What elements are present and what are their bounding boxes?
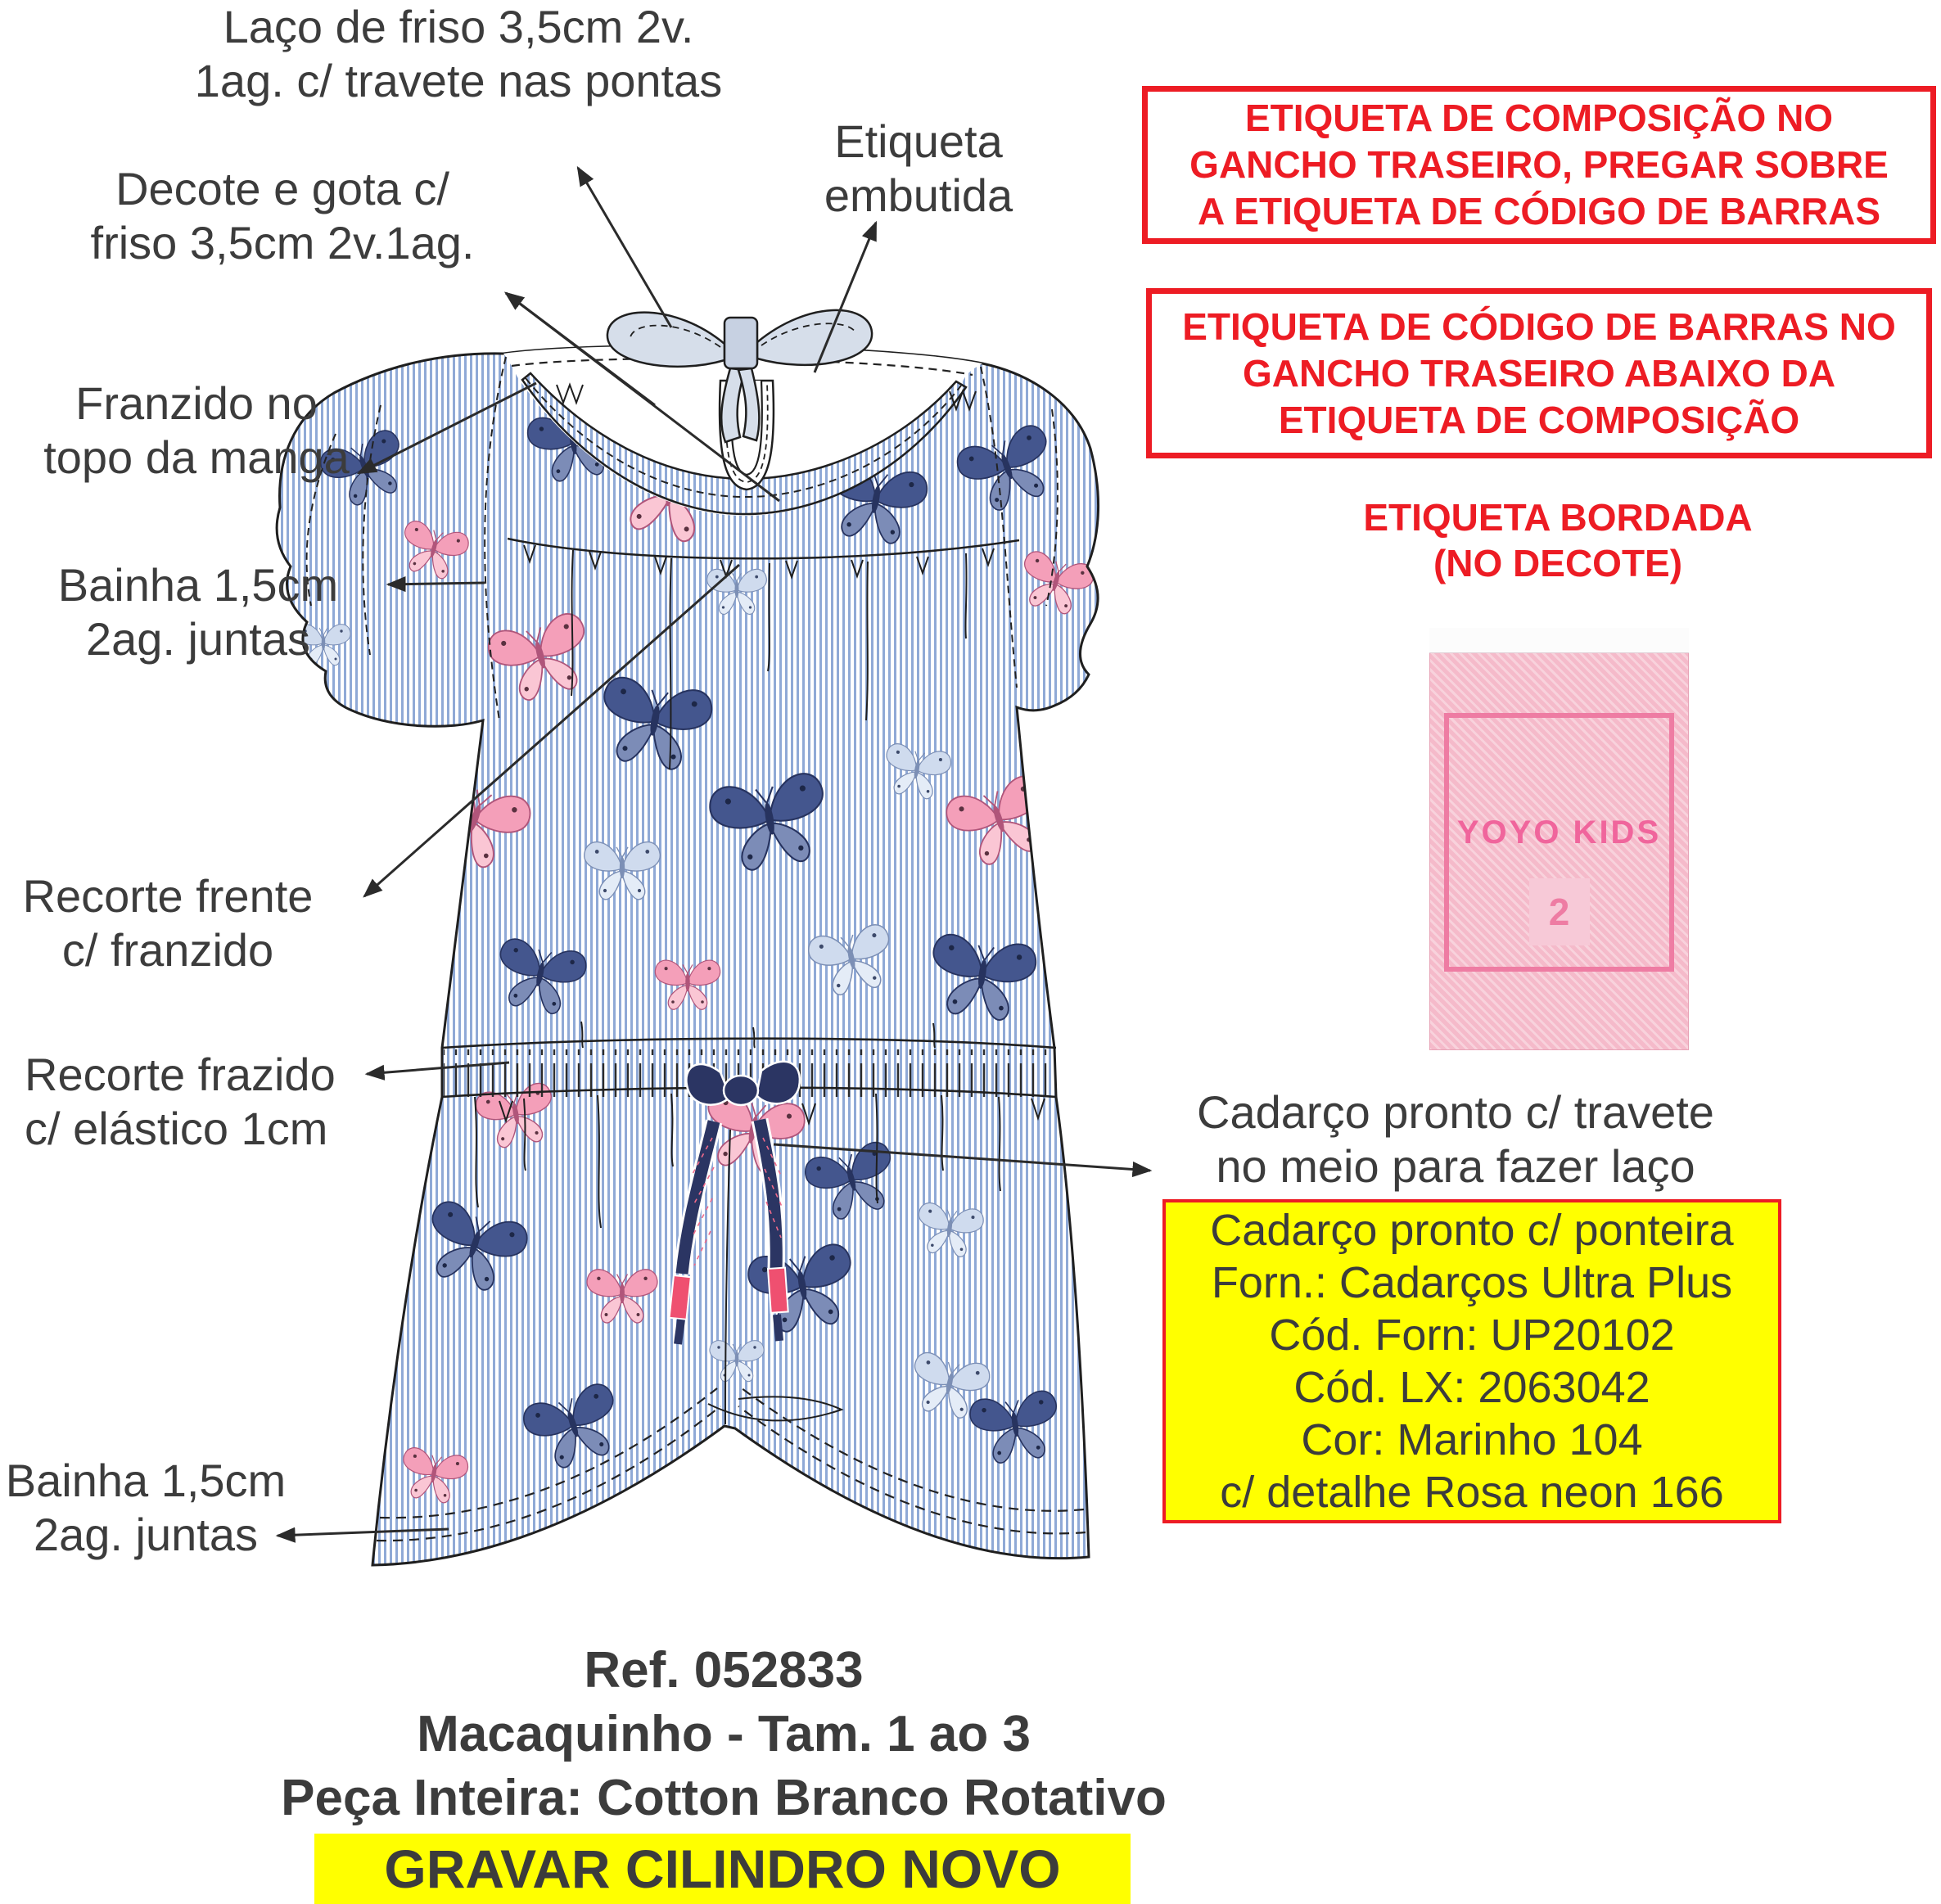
spec-line: Cadarço pronto c/ ponteira [1210,1206,1734,1255]
label-fold-edge [1429,628,1689,653]
note-box-codigo-barras [1146,288,1932,458]
label-brand-text: YOYO KIDS [1456,814,1662,850]
annotation-line: Bainha 1,5cm [57,559,339,611]
note-etiqueta-bordada [1363,494,1752,586]
spec-line: Cor: Marinho 104 [1301,1415,1643,1464]
woven-label-sample [1429,628,1689,1050]
annotation-cadarco-travete [1197,1085,1714,1193]
annotation-line: Decote e gota c/ [115,163,449,214]
annotation-line: c/ elástico 1cm [25,1103,328,1154]
footer-fabric: Peça Inteira: Cotton Branco Rotativo [281,1770,1167,1826]
annotation-laco [195,0,722,108]
annotation-line: Bainha 1,5cm [5,1455,287,1506]
annotation-line: friso 3,5cm 2v.1ag. [90,217,475,268]
label-inner-border [1444,713,1674,972]
annotation-line: 2ag. juntas [34,1509,258,1560]
annotation-line: 2ag. juntas [86,613,310,665]
annotation-line: no meio para fazer laço [1216,1140,1695,1192]
note-line: (NO DECOTE) [1433,542,1683,584]
note-line: ETIQUETA BORDADA [1363,496,1753,539]
annotation-line: topo da manga [43,431,350,483]
annotation-line: Franzido no [75,377,318,429]
annotation-line: Recorte frazido [25,1049,336,1100]
annotation-line: embutida [824,169,1013,221]
annotation-line: Cadarço pronto c/ travete [1197,1086,1714,1138]
note-line: ETIQUETA DE COMPOSIÇÃO NO [1244,97,1834,139]
annotation-franzido-manga [43,377,350,485]
annotation-recorte-frazido [25,1048,336,1156]
annotation-decote [91,162,475,270]
romper-drawing [277,310,1098,1565]
annotation-line: Laço de friso 3,5cm 2v. [223,1,694,52]
annotation-etiqueta-embutida [824,115,1013,223]
annotation-bainha-manga [58,558,338,666]
spec-line: Forn.: Cadarços Ultra Plus [1211,1258,1733,1307]
note-line: ETIQUETA DE COMPOSIÇÃO [1278,398,1800,441]
note-box-composicao [1142,86,1936,244]
annotation-line: 1ag. c/ travete nas pontas [194,55,723,106]
annotation-line: Etiqueta [834,115,1003,167]
cadarco-spec-box [1162,1199,1781,1523]
note-line: A ETIQUETA DE CÓDIGO DE BARRAS [1198,190,1880,232]
annotation-line: c/ franzido [61,924,274,976]
spec-line: Cód. LX: 2063042 [1293,1363,1650,1412]
note-line: ETIQUETA DE CÓDIGO DE BARRAS NO [1182,305,1896,348]
footer-highlight: GRAVAR CILINDRO NOVO [314,1834,1131,1904]
annotation-bainha-shorts [6,1454,286,1562]
note-line: GANCHO TRASEIRO ABAIXO DA [1242,351,1836,395]
spec-line: c/ detalhe Rosa neon 166 [1220,1468,1724,1517]
label-size-text: 2 [1529,878,1590,945]
footer-ref: Ref. 052833 [584,1642,864,1699]
annotation-recorte-frente [23,869,314,977]
spec-line: Cód. Forn: UP20102 [1269,1311,1675,1360]
note-line: GANCHO TRASEIRO, PREGAR SOBRE [1189,143,1889,186]
annotation-line: Recorte frente [22,870,314,922]
footer-product: Macaquinho - Tam. 1 ao 3 [417,1706,1031,1762]
